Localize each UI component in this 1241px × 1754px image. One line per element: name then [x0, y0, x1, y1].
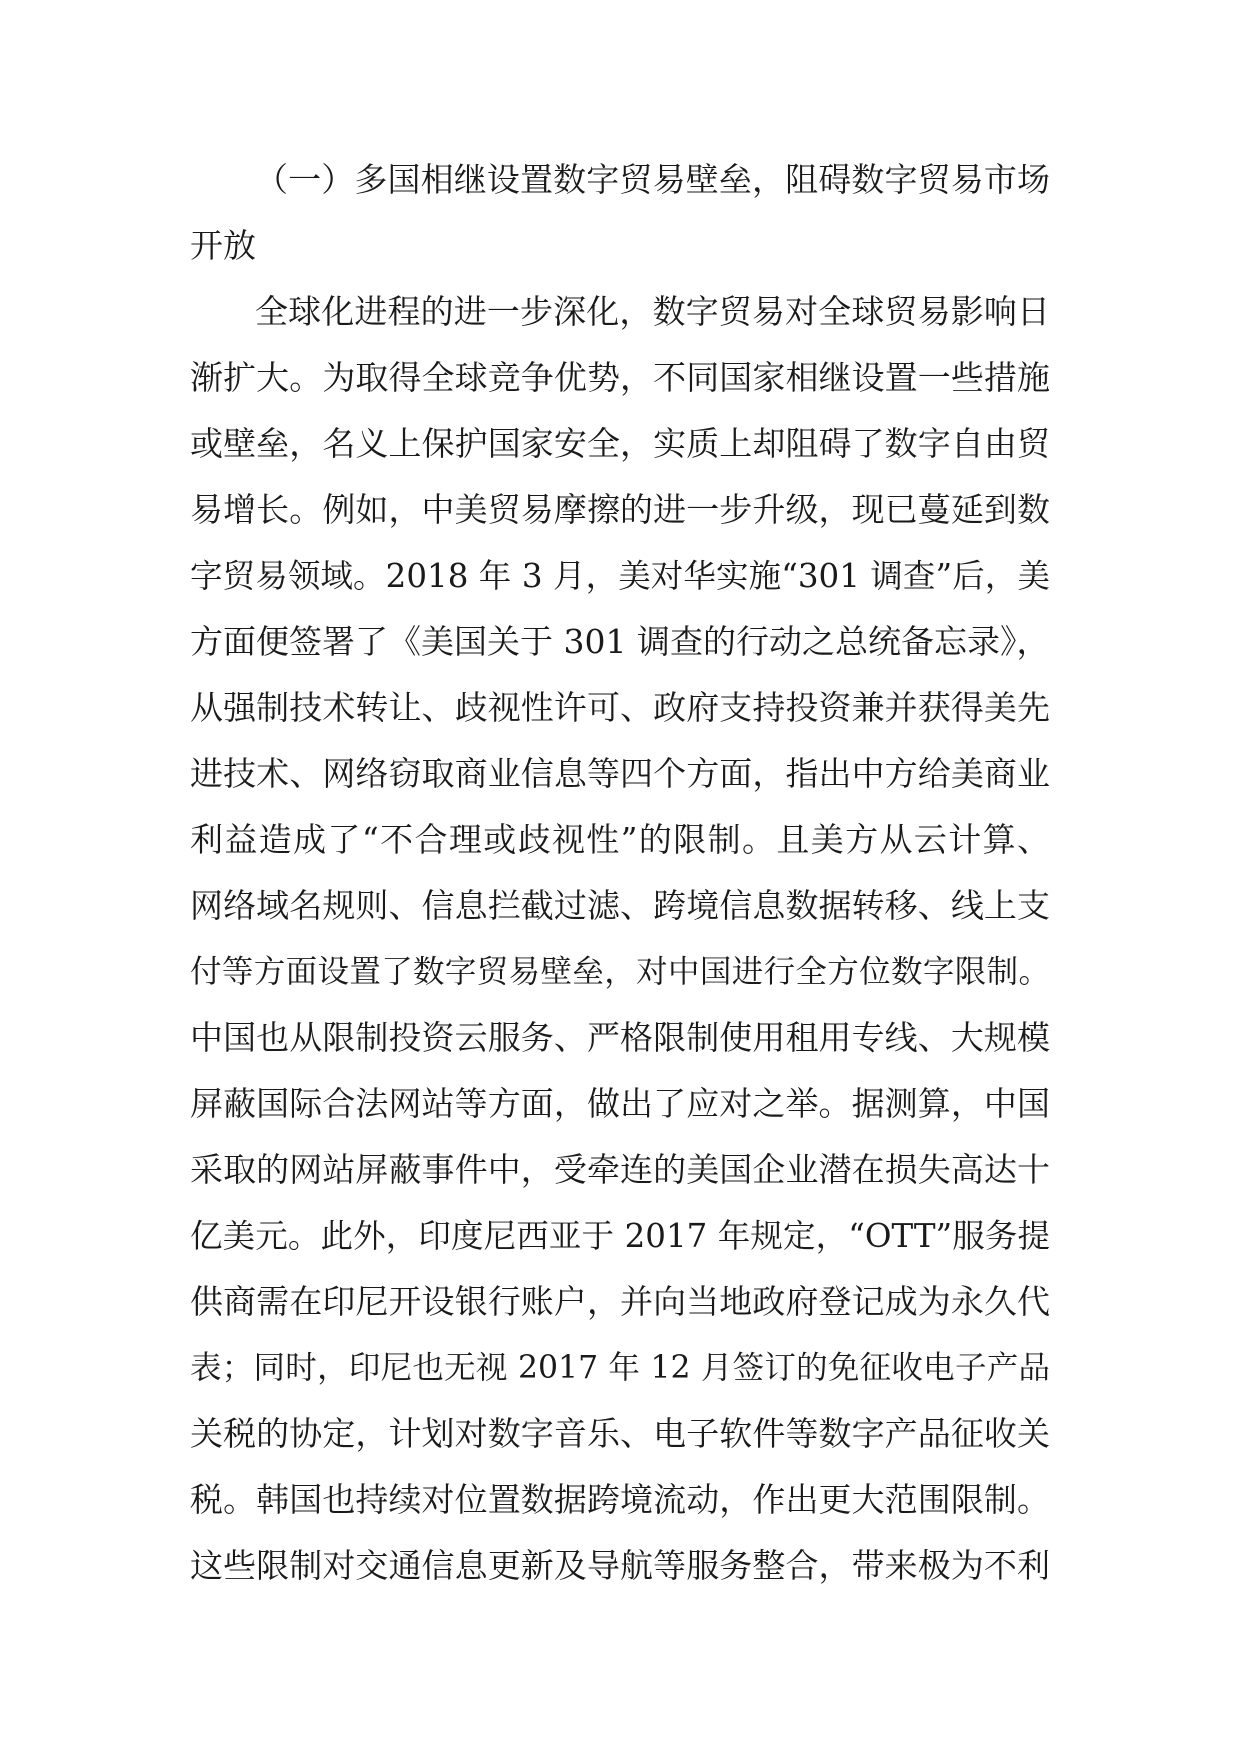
paragraph-line-12: 中国也从限制投资云服务、严格限制使用租用专线、大规模: [190, 1018, 1050, 1057]
paragraph-line-18: 关税的协定，计划对数字音乐、电子软件等数字产品征收关: [190, 1414, 1050, 1453]
paragraph-line-4: 易增长。例如，中美贸易摩擦的进一步升级，现已蔓延到数: [190, 490, 1050, 529]
paragraph-line-1: 全球化进程的进一步深化，数字贸易对全球贸易影响日: [255, 292, 1050, 331]
paragraph-line-11: 付等方面设置了数字贸易壁垒，对中国进行全方位数字限制。: [190, 954, 1050, 990]
paragraph-line-15: 亿美元。此外，印度尼西亚于 2017 年规定，“OTT”服务提: [190, 1217, 1050, 1255]
section-heading-line-1: （一）多国相继设置数字贸易壁垒，阻碍数字贸易市场: [255, 160, 1050, 199]
paragraph-line-8: 进技术、网络窃取商业信息等四个方面，指出中方给美商业: [190, 754, 1050, 793]
paragraph-line-19: 税。韩国也持续对位置数据跨境流动，作出更大范围限制。: [190, 1480, 1050, 1519]
paragraph-line-9: 利益造成了“不合理或歧视性”的限制。且美方从云计算、: [190, 820, 1050, 859]
paragraph-line-13: 屏蔽国际合法网站等方面，做出了应对之举。据测算，中国: [190, 1084, 1050, 1123]
paragraph-line-17: 表；同时，印尼也无视 2017 年 12 月签订的免征收电子产品: [190, 1350, 1050, 1386]
paragraph-line-10: 网络域名规则、信息拦截过滤、跨境信息数据转移、线上支: [190, 886, 1050, 925]
paragraph-line-6: 方面便签署了《美国关于 301 调查的行动之总统备忘录》，: [190, 622, 1050, 661]
paragraph-line-3: 或壁垒，名义上保护国家安全，实质上却阻碍了数字自由贸: [190, 424, 1050, 463]
paragraph-line-2: 渐扩大。为取得全球竞争优势，不同国家相继设置一些措施: [190, 358, 1050, 397]
section-heading-line-2: 开放: [190, 226, 256, 265]
paragraph-line-7: 从强制技术转让、歧视性许可、政府支持投资兼并获得美先: [190, 688, 1050, 727]
paragraph-line-20: 这些限制对交通信息更新及导航等服务整合，带来极为不利: [190, 1546, 1050, 1585]
paragraph-line-14: 采取的网站屏蔽事件中，受牵连的美国企业潜在损失高达十: [190, 1150, 1050, 1189]
paragraph-line-5: 字贸易领域。2018 年 3 月，美对华实施“301 调查”后，美: [190, 557, 1050, 595]
paragraph-line-16: 供商需在印尼开设银行账户，并向当地政府登记成为永久代: [190, 1282, 1050, 1321]
